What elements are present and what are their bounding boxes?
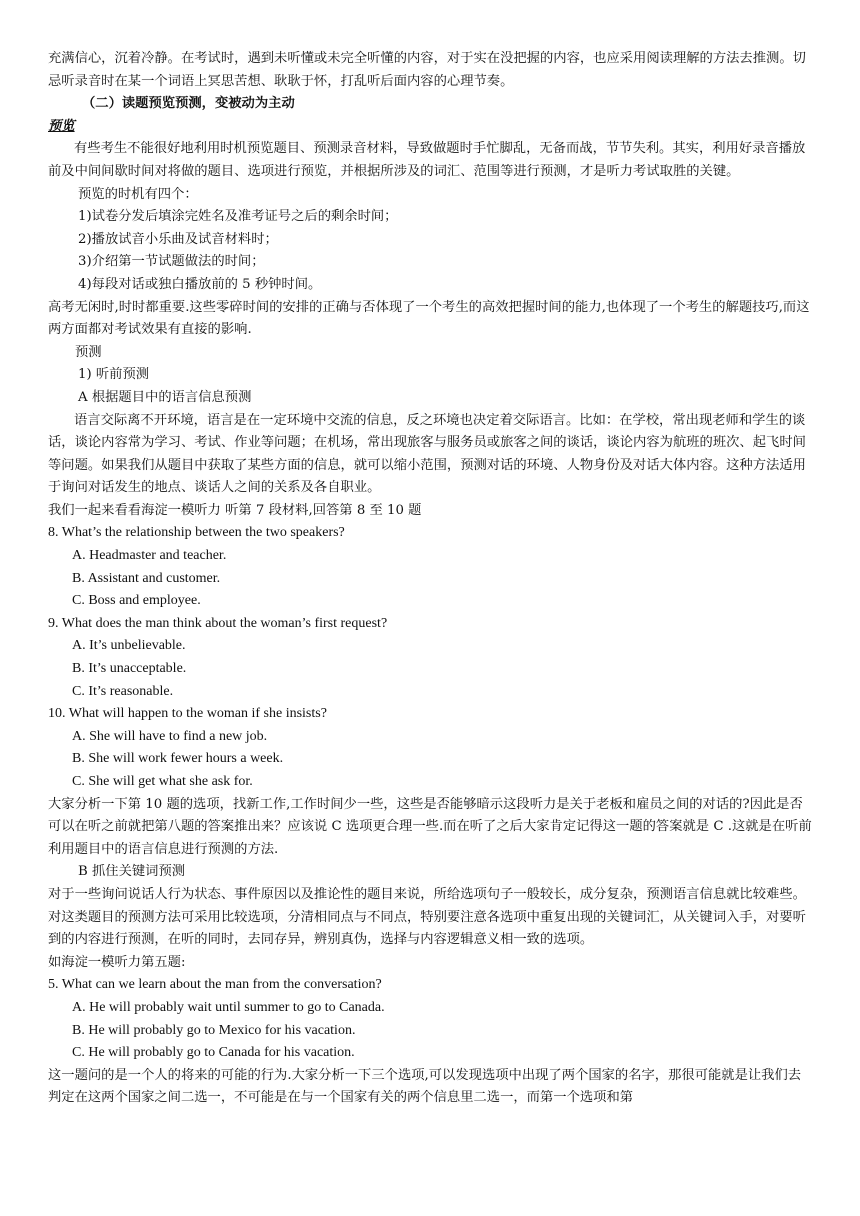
question-option: B. She will work fewer hours a week. (72, 751, 284, 767)
paragraph-continued: 充满信心，沉着冷静。在考试时，遇到未听懂或未完全听懂的内容，对于实在没把握的内容，也应采用阅读理解的方法去推测。切忌听录音时在某一个词语上冥思苦想、耿耿于怀，打乱听后面内容的心理节奏。 (48, 51, 806, 89)
paragraph-final: 这一题问的是一个人的将来的可能的行为.大家分析一下三个选项,可以发现选项中出现了两个国家的名字，那很可能就是让我们去判定在这两个国家之间二选一，不可能是在与一个国家有关的两个信息里二选一，而第一个选项和第 (48, 1067, 802, 1106)
question-option: A. It’s unbelievable. (72, 638, 186, 654)
question-option: C. She will get what she ask for. (72, 774, 253, 789)
timing-item: 4)每段对话或独白播放前的 5 秒钟时间。 (78, 276, 322, 292)
paragraph-method-a: 语言交际离不开环境，语言是在一定环境中交流的信息，反之环境也决定着交际语言。比如：在学校，常出现老师和学生的谈话，谈论内容常为学习、考试、作业等问题；在机场，常出现旅客与服务员或旅客之间的谈话，谈论内容为航班的班次、起飞时间等问题。如果我们从题目中获取了某些方面的信息，就可以缩小范围，预测对话的环境、人物身份及对话大体内容。这种方法适用于询问对话发生的地点、谈话人之间的关系及各自职业。 (48, 412, 806, 496)
question-five-block (48, 974, 812, 1064)
timing-item: 2)播放试音小乐曲及试音材料时； (78, 231, 278, 247)
question-option: C. Boss and employee. (72, 593, 201, 609)
question-option: B. It’s unacceptable. (72, 661, 187, 677)
question-text: 5. What can we learn about the man from the conversation? (48, 977, 382, 993)
paragraph-preview: 有些考生不能很好地利用时机预览题目、预测录音材料，导致做题时手忙脚乱，无备而战，节节失利。其实，利用好录音播放前及中间间歇时间对将做的题目、选项进行预览，并根据所涉及的词汇、范围等进行预测，才是听力考试取胜的关键。 (48, 141, 806, 179)
method-b-heading: B 抓住关键词预测 (78, 864, 186, 880)
preview-label: 预览 (48, 118, 75, 134)
question-block (48, 522, 812, 793)
timing-item: 1)试卷分发后填涂完姓名及准考证号之后的剩余时间； (78, 209, 398, 225)
question-option: A. He will probably wait until summer to go to Canada. (72, 999, 385, 1015)
document-page (48, 48, 812, 1110)
paragraph-analysis: 大家分析一下第 10 题的选项，找新工作,工作时间少一些，这些是否能够暗示这段听力是关于老板和雇员之间的对话的?因此是否可以在听之前就把第八题的答案推出来？应该说 C 选项更合理一些.而在听了之后大家肯定记得这一题的答案就是 C .这就是在听前利用题目中的语言信息进行预测的方法. (48, 796, 812, 857)
question-option: A. Headmaster and teacher. (72, 548, 227, 564)
paragraph-method-b: 对于一些询问说话人行为状态、事件原因以及推论性的题目来说，所给选项句子一般较长，成分复杂，预测语言信息就比较难些。对这类题目的预测方法可采用比较选项，分清相同点与不同点，特别要注意各选项中重复出现的关键词汇，从关键词入手，对要听到的内容进行预测，在听的同时，去同存异，辨别真伪，选择与内容逻辑意义相一致的选项。 (48, 886, 806, 948)
question-text: 8. What’s the relationship between the two speakers? (48, 525, 345, 541)
pre-listen-heading: 1) 听前预测 (78, 367, 150, 383)
timing-item: 3)介绍第一节试题做法的时间； (78, 254, 265, 270)
section-heading: （二）读题预览预测，变被动为主动 (82, 96, 295, 112)
question-option: A. She will have to find a new job. (72, 728, 268, 744)
paragraph-example-intro: 我们一起来看看海淀一模听力 听第 7 段材料,回答第 8 至 10 题 (48, 502, 422, 518)
question-text: 9. What does the man think about the woman’s first request? (48, 615, 388, 631)
question-option: C. He will probably go to Canada for his vacation. (72, 1045, 355, 1061)
question-option: B. Assistant and customer. (72, 570, 221, 586)
paragraph-example-five: 如海淀一模听力第五题: (48, 954, 186, 970)
question-text: 10. What will happen to the woman if she insists? (48, 706, 327, 722)
method-a-heading: A 根据题目中的语言信息预测 (78, 389, 252, 405)
timing-intro: 预览的时机有四个： (78, 186, 198, 202)
predict-label: 预测 (75, 344, 102, 360)
paragraph-time: 高考无闲时,时时都重要.这些零碎时间的安排的正确与否体现了一个考生的高效把握时间的能力,也体现了一个考生的解题技巧,而这两方面都对考试效果有直接的影响. (48, 299, 810, 338)
question-option: B. He will probably go to Mexico for his vacation. (72, 1022, 356, 1038)
question-option: C. It’s reasonable. (72, 683, 174, 699)
